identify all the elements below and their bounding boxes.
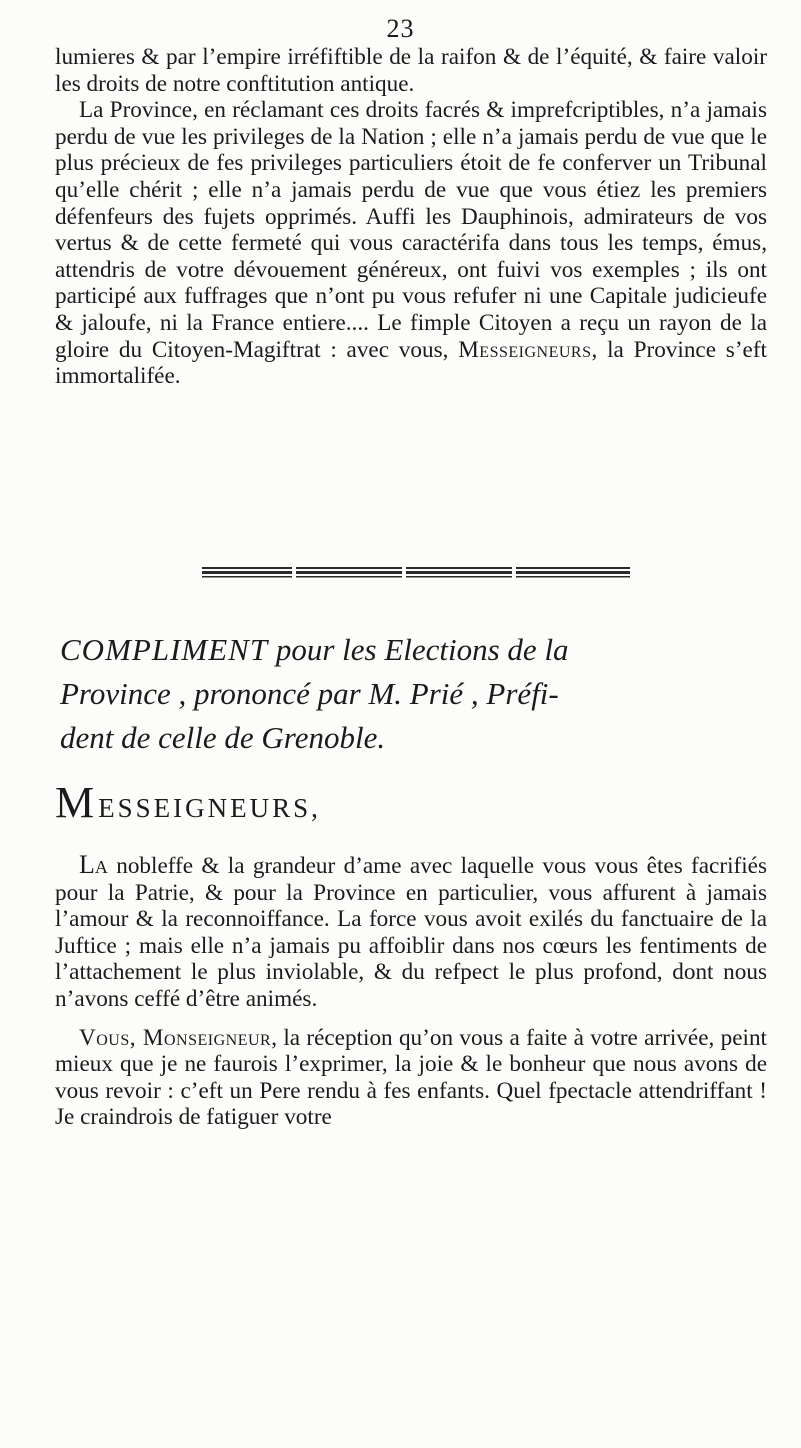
paragraph-noblesse-text: nobleffe & la grandeur d’ame avec laquelle vous vous êtes facrifiés pour la Patrie, & pour la Province en particulier, vous affurent à jamais l’amour & la reconnoiffance. La force vous avoit exilés du fanctuaire de la Juftice ; mais elle n’a jamais pu affoiblir dans nos cœurs les fentiments de l’attachement le plus inviolable, & du refpect le plus profond, dont nous n’avons ceffé d’être animés. — [55, 853, 767, 1012]
section-heading — [60, 628, 760, 760]
heading-line-3: dent de celle de Grenoble. — [60, 720, 386, 755]
heading-title: COMPLIMENT — [60, 632, 269, 667]
text-block-top — [55, 44, 767, 390]
salutation-rest: ESSEIGNEURS, — [98, 793, 321, 823]
paragraph-monseigneur — [55, 1025, 767, 1131]
text-block-compliment — [55, 852, 767, 1131]
heading-line-2: Province , prononcé par M. Prié , Préfi- — [60, 676, 559, 711]
page-number: 23 — [386, 14, 415, 43]
paragraph-province-text: La Province, en réclamant ces droits facrés & imprefcriptibles, n’a jamais perdu de vue les privileges de la Nation ; elle n’a jamais perdu de vue que le plus précieux de fes privileges particuliers étoit de fe conferver un Tribunal qu’elle chérit ; elle n’a jamais perdu de vue que vous étiez les premiers défenfeurs des fujets opprimés. Auffi les Dauphinois, admirateurs de vos vertus & de cette fermeté qui vous caractérifa dans tous les temps, émus, attendris de votre dévouement généreux, ont fuivi vos exemples ; ils ont participé aux fuffrages que n’ont pu vous refufer ni une Capitale judicieufe & jaloufe, ni la France entiere.... Le fimple Citoyen a reçu un rayon de la gloire du Citoyen-Magiftrat : avec vous, — [55, 97, 767, 363]
salutation-initial: M — [55, 778, 99, 827]
heading-line-1 — [60, 632, 569, 667]
paragraph-monseigneur-text: , la réception qu’on vous a faite à votre arrivée, peint mieux que je ne faurois l’exprimer, la joie & le bonheur que nous avons de vous revoir : c’eft un Pere rendu à fes enfants. Quel fpectacle attendriffant ! Je craindrois de fatiguer votre — [55, 1024, 767, 1131]
heading-title-rest: pour les Elections de la — [268, 632, 569, 667]
paragraph-monseigneur-lead: Vous, Monseigneur — [79, 1024, 272, 1051]
messeigneurs-inline: Messeigneurs — [458, 336, 592, 363]
paragraph-province-end: , la Province s’eft immortalifée. — [55, 336, 767, 390]
paragraph-continuation: lumieres & par l’empire irréfiftible de la raifon & de l’équité, & faire valoir les droits de notre conftitution antique. — [55, 44, 767, 97]
salutation — [55, 777, 321, 828]
paragraph-noblesse — [55, 852, 767, 1013]
ornamental-rule — [202, 565, 630, 579]
paragraph-province — [55, 97, 767, 390]
paragraph-noblesse-lead: La — [79, 850, 108, 879]
